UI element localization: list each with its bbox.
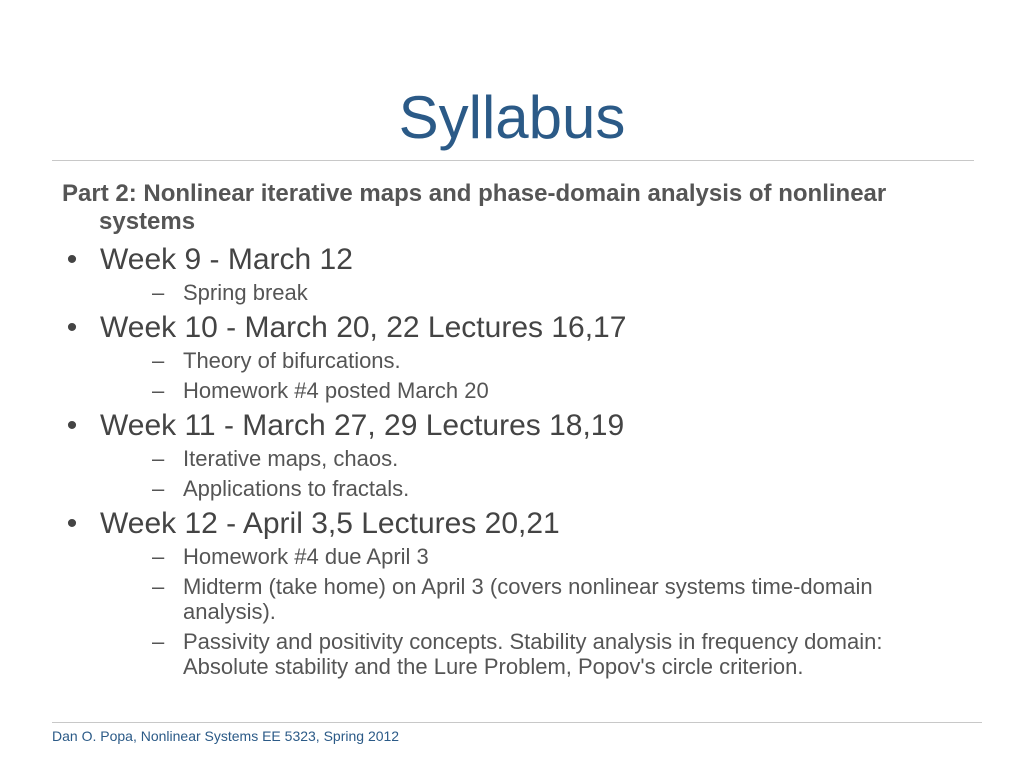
sub-item: – Passivity and positivity concepts. Stability analysis in frequency domain: Absolute stability and the Lure Problem, Popov's circle criterion. bbox=[152, 629, 883, 679]
week-label: Week 9 - March 12 bbox=[100, 243, 353, 276]
week-subitems bbox=[100, 446, 962, 501]
footer-text: Dan O. Popa, Nonlinear Systems EE 5323, Spring 2012 bbox=[52, 728, 400, 744]
section-heading: Part 2: Nonlinear iterative maps and phase-domain analysis of nonlinear systems bbox=[62, 180, 887, 235]
week-subitems bbox=[100, 544, 962, 679]
dash-icon: – bbox=[152, 280, 165, 305]
week-item bbox=[62, 408, 962, 501]
dash-icon: – bbox=[152, 574, 165, 599]
bullet-icon: • bbox=[66, 243, 78, 276]
sub-item: – Theory of bifurcations. bbox=[152, 348, 401, 373]
week-label: Week 12 - April 3,5 Lectures 20,21 bbox=[100, 507, 560, 540]
title-divider bbox=[52, 160, 974, 161]
slide-title: Syllabus bbox=[398, 84, 626, 151]
slide-content bbox=[62, 180, 962, 684]
week-item bbox=[62, 310, 962, 403]
week-subitems bbox=[100, 280, 962, 305]
sub-item: – Spring break bbox=[152, 280, 308, 305]
dash-icon: – bbox=[152, 476, 165, 501]
sub-item: – Midterm (take home) on April 3 (covers nonlinear systems time-domain analysis). bbox=[152, 574, 873, 624]
dash-icon: – bbox=[152, 544, 165, 569]
sub-item: – Homework #4 posted March 20 bbox=[152, 378, 489, 403]
dash-icon: – bbox=[152, 378, 165, 403]
week-label: Week 11 - March 27, 29 Lectures 18,19 bbox=[100, 409, 625, 442]
sub-item: – Homework #4 due April 3 bbox=[152, 544, 429, 569]
dash-icon: – bbox=[152, 629, 165, 654]
dash-icon: – bbox=[152, 348, 165, 373]
dash-icon: – bbox=[152, 446, 165, 471]
footer-divider bbox=[52, 722, 982, 723]
week-item bbox=[62, 242, 962, 305]
week-subitems bbox=[100, 348, 962, 403]
bullet-icon: • bbox=[66, 507, 78, 540]
week-item bbox=[62, 506, 962, 679]
bullet-icon: • bbox=[66, 409, 78, 442]
sub-item: – Iterative maps, chaos. bbox=[152, 446, 399, 471]
week-label: Week 10 - March 20, 22 Lectures 16,17 bbox=[100, 311, 627, 344]
bullet-icon: • bbox=[66, 311, 78, 344]
sub-item: – Applications to fractals. bbox=[152, 476, 410, 501]
